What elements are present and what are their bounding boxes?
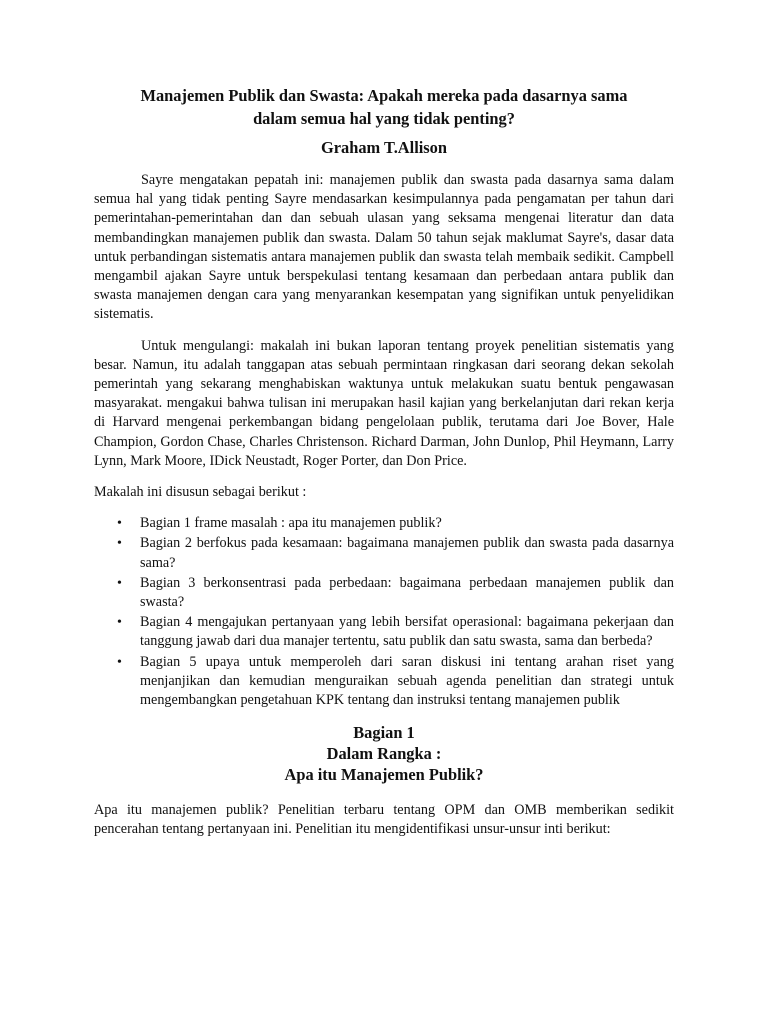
- list-item: [94, 574, 674, 612]
- bullet-icon: •: [117, 516, 122, 532]
- section-heading-line-1: Bagian 1: [353, 723, 415, 743]
- outline-list: [94, 514, 674, 710]
- list-item: [94, 534, 674, 572]
- paragraph-purpose: Untuk mengulangi: makalah ini bukan laporan tentang proyek penelitian sistematis yang besar. Namun, itu adalah tanggapan atas sebuah permintaan ringkasan dari seorang dekan sekolah pemerintah yang sekarang menghabiskan waktunya untuk melakukan suatu bentuk pengawasan masyarakat. mengakui bahwa tulisan ini merupakan hasil kajian yang berkelanjutan dari rekan kerja di Harvard mengenai perkembangan bidang pengelolaan publik, terutama dari Joe Bover, Hale Champion, Gordon Chase, Charles Christenson. Richard Darman, John Dunlop, Phil Heymann, Larry Lynn, Mark Moore, IDick Neustadt, Roger Porter, dan Don Price.: [94, 337, 674, 469]
- title-line-2: dalam semua hal yang tidak penting?: [253, 109, 515, 128]
- list-item-text: Bagian 4 mengajukan pertanyaan yang lebih bersifat operasional: bagaimana pekerjaan dan tanggung jawab dari dua manajer tertentu, satu publik dan satu swasta, sama dan berbeda?: [140, 614, 674, 650]
- section-heading: [94, 722, 674, 785]
- author-name: Graham T.Allison: [321, 138, 447, 157]
- list-item-text: Bagian 5 upaya untuk memperoleh dari saran diskusi ini tentang arahan riset yang menjanjikan dan kemudian menguraikan sebuah agenda penelitian dan strategi untuk mengembangkan pengetahuan KPK tentang dan instruksi tentang manajemen publik: [140, 653, 674, 709]
- paragraph-section-1: Apa itu manajemen publik? Penelitian terbaru tentang OPM dan OMB memberikan sedikit pencerahan tentang pertanyaan ini. Penelitian itu mengidentifikasi unsur-unsur inti berikut:: [94, 802, 674, 838]
- list-item-text: Bagian 3 berkonsentrasi pada perbedaan: bagaimana perbedaan manajemen publik dan swasta?: [140, 574, 674, 611]
- document-title: [94, 84, 674, 130]
- list-item: [94, 613, 674, 651]
- title-line-1: Manajemen Publik dan Swasta: Apakah mereka pada dasarnya sama: [140, 86, 628, 105]
- list-item-text: Bagian 1 frame masalah : apa itu manajemen publik?: [140, 515, 442, 532]
- bullet-icon: •: [117, 575, 122, 591]
- section-heading-line-3: Apa itu Manajemen Publik?: [284, 765, 484, 785]
- bullet-icon: •: [117, 536, 122, 552]
- list-item-text: Bagian 2 berfokus pada kesamaan: bagaimana manajemen publik dan swasta pada dasarnya sama?: [140, 535, 674, 571]
- bullet-icon: •: [117, 615, 122, 631]
- list-intro: Makalah ini disusun sebagai berikut :: [94, 484, 307, 501]
- list-item: [94, 653, 674, 711]
- paragraph-intro: Sayre mengatakan pepatah ini: manajemen publik dan swasta pada dasarnya sama dalam semua hal yang tidak penting Sayre mendasarkan kesimpulannya pada pengamatan per tahun dari pemerintahan-pemerintahan dan dan sebuah ulasan yang seksama mengenai literatur dan data membandingkan manajemen publik dan swasta. Dalam 50 tahun sejak maklumat Sayre's, dasar data untuk perbandingan sistematis antara manajemen publik dan swasta telah membaik sedikit. Campbell mengambil ajakan Sayre untuk berspekulasi tentang kesamaan dan perbedaan antara publik dan swasta manajemen dengan cara yang menyarankan kesempatan yang signifikan untuk penyelidikan sistematis.: [94, 172, 674, 323]
- section-heading-line-2: Dalam Rangka :: [326, 744, 442, 764]
- bullet-icon: •: [117, 654, 122, 670]
- list-item: [94, 514, 674, 533]
